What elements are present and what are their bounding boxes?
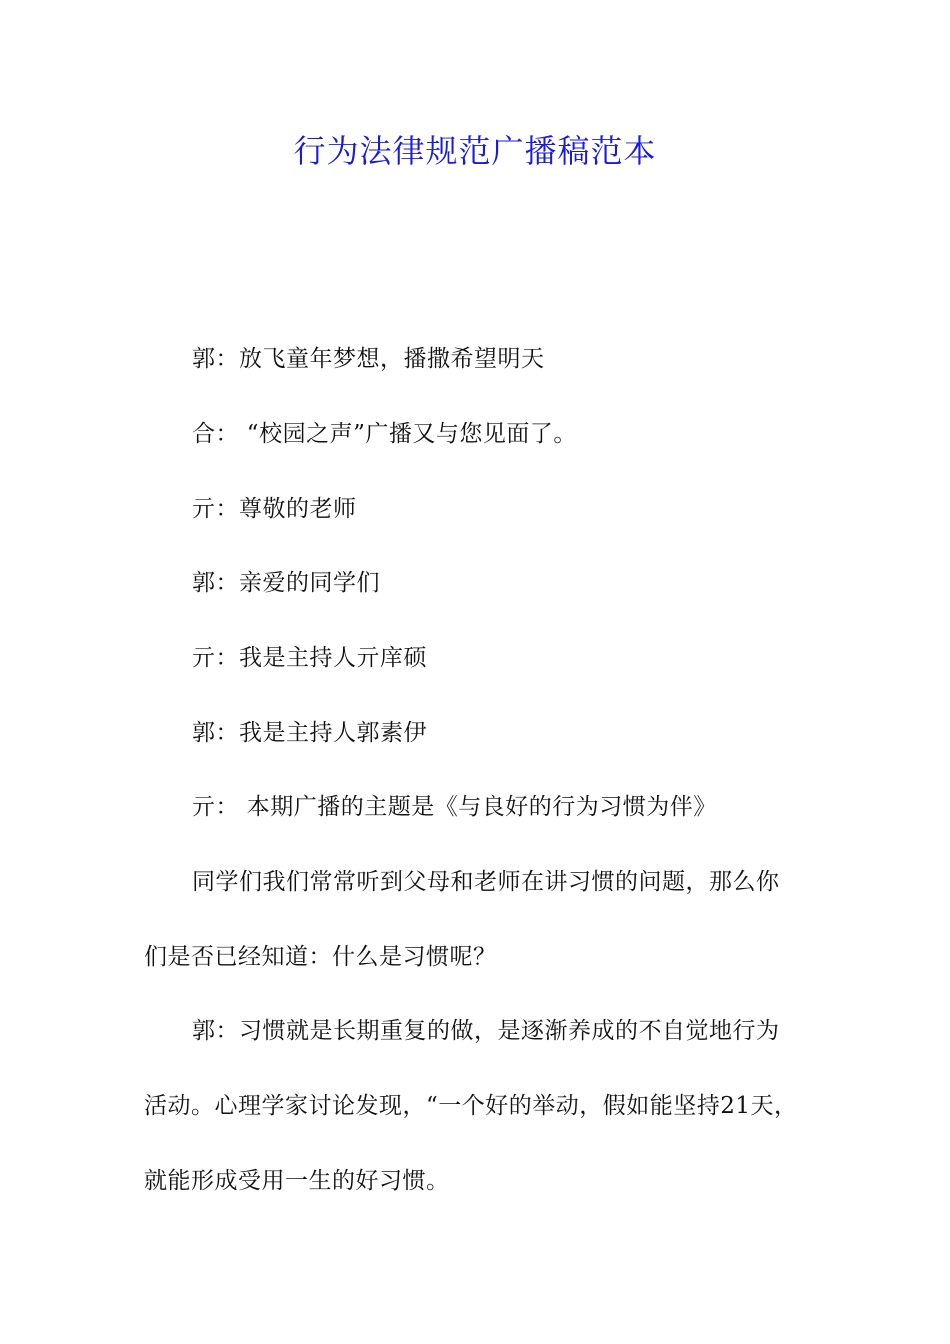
paragraph-line: 郭：习惯就是长期重复的做，是逐渐养成的不自觉地行为 [192, 1018, 780, 1044]
paragraph-line: 合： “校园之声”广播又与您见面了。 [192, 421, 577, 447]
paragraph-line: 同学们我们常常听到父母和老师在讲习惯的问题，那么你 [192, 869, 780, 895]
paragraph-line: 们是否已经知道：什么是习惯呢？ [144, 944, 497, 970]
paragraph-line: 就能形成受用一生的好习惯。 [144, 1168, 450, 1194]
paragraph-line: 亓： 本期广播的主题是《与良好的行为习惯为伴》 [192, 794, 717, 820]
paragraph-line: 亓：尊敬的老师 [192, 496, 357, 522]
paragraph-line: 郭：亲爱的同学们 [192, 570, 380, 596]
paragraph-line: 活动。心理学家讨论发现，“一个好的举动，假如能坚持21天， [144, 1093, 798, 1119]
page-title: 行为法律规范广播稿范本 [293, 132, 657, 170]
paragraph-line: 郭：放飞童年梦想，播撒希望明天 [192, 346, 545, 372]
paragraph-line: 亓：我是主持人亓庠硕 [192, 645, 427, 671]
paragraph-line: 郭：我是主持人郭素伊 [192, 720, 427, 746]
